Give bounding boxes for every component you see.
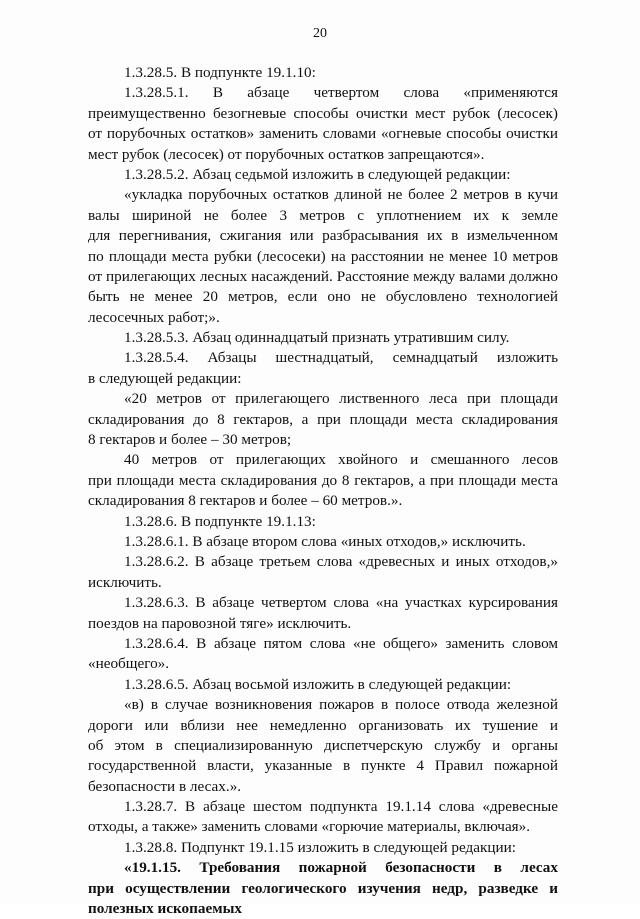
text-line: об этом в специализированную диспетчерскую службу и органы: [88, 736, 558, 754]
section-heading-line: при осуществлении геологического изучения недр, разведке и: [88, 879, 558, 897]
text-line: 1.3.28.6.5. Абзац восьмой изложить в следующей редакции:: [124, 675, 512, 693]
text-line: «в) в случае возникновения пожаров в полосе отвода железной: [124, 696, 558, 714]
text-line: безопасности в лесах.».: [88, 777, 242, 795]
text-line: складирования 8 гектаров и более – 60 метров.».: [88, 492, 403, 510]
text-line: 1.3.28.6.2. В абзаце третьем слова «древесных и иных отходов,»: [124, 553, 558, 571]
text-line: 1.3.28.6.1. В абзаце втором слова «иных отходов,» исключить.: [124, 532, 526, 550]
text-line: от прилегающих лесных насаждений. Расстояние между валами должно: [88, 267, 558, 285]
text-line: государственной власти, указанные в пункте 4 Правил пожарной: [88, 757, 558, 775]
text-line: дороги или вблизи нее немедленно организовать их тушение и: [88, 716, 558, 734]
text-line: от порубочных остатков» заменить словами «огневые способы очистки: [88, 125, 558, 143]
text-line: в следующей редакции:: [88, 369, 242, 387]
section-heading-line: полезных ископаемых: [88, 900, 243, 918]
text-line: 40 метров от прилегающих хвойного и смешанного лесов: [124, 451, 558, 469]
text-line: «необщего».: [88, 655, 170, 673]
text-line: складирования до 8 гектаров, а при площади места складирования: [88, 410, 558, 428]
text-line: 1.3.28.5. В подпункте 19.1.10:: [124, 64, 316, 81]
text-line: 1.3.28.6.4. В абзаце пятом слова «не общего» заменить словом: [124, 634, 558, 652]
text-line: мест рубок (лесосек) от порубочных остатков запрещаются».: [88, 145, 485, 163]
text-line: быть не менее 20 метров, если оно не обусловлено технологией: [88, 288, 558, 306]
text-line: 1.3.28.7. В абзаце шестом подпункта 19.1.14 слова «древесные: [124, 798, 558, 816]
text-line: «укладка порубочных остатков длиной не более 2 метров в кучи: [124, 186, 558, 204]
text-line: 1.3.28.5.4. Абзацы шестнадцатый, семнадцатый изложить: [124, 349, 558, 367]
text-line: лесосечных работ;».: [88, 308, 220, 326]
text-line: 1.3.28.8. Подпункт 19.1.15 изложить в следующей редакции:: [124, 838, 516, 856]
text-line: 1.3.28.6. В подпункте 19.1.13:: [124, 512, 316, 530]
text-line: валы шириной не более 3 метров с уплотнением их к земле: [88, 206, 558, 224]
text-line: 8 гектаров и более – 30 метров;: [88, 431, 292, 449]
text-line: по площади места рубки (лесосеки) на расстоянии не менее 10 метров: [88, 247, 558, 265]
text-line: 1.3.28.6.3. В абзаце четвертом слова «на участках курсирования: [124, 594, 558, 612]
page-number: 20: [313, 26, 327, 41]
text-line: при площади места складирования до 8 гектаров, а при площади места: [88, 471, 558, 489]
text-line: для перегнивания, сжигания или разбрасывания их в измельченном: [88, 227, 558, 245]
text-line: поездов на паровозной тяге» исключить.: [88, 614, 352, 632]
text-line: преимущественно безогневые способы очистки мест рубок (лесосек): [88, 104, 558, 122]
text-line: 1.3.28.5.1. В абзаце четвертом слова «применяются: [124, 84, 558, 102]
document-body: [88, 63, 558, 919]
text-line: 1.3.28.5.3. Абзац одиннадцатый признать утратившим силу.: [124, 329, 510, 347]
text-line: исключить.: [88, 573, 162, 591]
section-heading-line: «19.1.15. Требования пожарной безопасности в лесах: [124, 859, 558, 877]
text-line: отходы, а также» заменить словами «горючие материалы, включая».: [88, 818, 531, 836]
text-line: 1.3.28.5.2. Абзац седьмой изложить в следующей редакции:: [124, 165, 511, 183]
text-line: «20 метров от прилегающего лиственного леса при площади: [124, 390, 558, 408]
